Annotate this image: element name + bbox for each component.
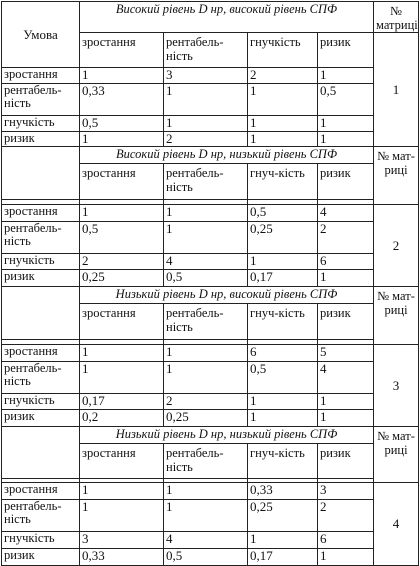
matrix-row bbox=[2, 205, 419, 222]
matrix-value: 0,5 bbox=[248, 362, 318, 394]
block-title-row bbox=[2, 287, 419, 304]
matrix-value: 1 bbox=[318, 410, 374, 427]
matrix-value: 5 bbox=[318, 345, 374, 362]
row-label: рентабель-ність bbox=[2, 362, 80, 394]
column-header: зростання bbox=[80, 444, 164, 479]
matrix-value: 1 bbox=[248, 532, 318, 549]
block-title-row bbox=[2, 2, 419, 33]
matrix-value: 0,5 bbox=[164, 270, 248, 287]
matrix-number-header: № мат-риці bbox=[374, 287, 419, 345]
matrix-row bbox=[2, 116, 419, 132]
column-header: ризик bbox=[318, 33, 374, 68]
matrix-value: 4 bbox=[164, 532, 248, 549]
matrix-value: 1 bbox=[164, 500, 248, 532]
matrix-value: 0,33 bbox=[248, 483, 318, 500]
row-label: ризик bbox=[2, 270, 80, 287]
row-label: гнучкість bbox=[2, 116, 80, 132]
matrix-value: 2 bbox=[318, 500, 374, 532]
column-header: зростання bbox=[80, 33, 164, 68]
matrix-value: 0,25 bbox=[248, 500, 318, 532]
matrix-value: 3 bbox=[164, 68, 248, 84]
column-header: гнуч-кість bbox=[248, 164, 318, 200]
matrix-value: 4 bbox=[318, 205, 374, 222]
row-label: зростання bbox=[2, 205, 80, 222]
column-header: гнучкість bbox=[248, 33, 318, 68]
matrix-value: 0,5 bbox=[80, 116, 164, 132]
row-label: рентабель-ність bbox=[2, 500, 80, 532]
matrix-value: 1 bbox=[248, 394, 318, 410]
row-label: ризик bbox=[2, 132, 80, 147]
block-title: Високий рівень D нр, низький рівень СПФ bbox=[80, 147, 374, 164]
matrix-value: 6 bbox=[318, 532, 374, 549]
row-label: гнучкість bbox=[2, 254, 80, 270]
block-title-row bbox=[2, 427, 419, 444]
matrix-value: 1 bbox=[318, 116, 374, 132]
column-header: гнуч-кість bbox=[248, 444, 318, 479]
matrix-number: 3 bbox=[374, 345, 419, 427]
column-header: рентабель-ність bbox=[164, 444, 248, 479]
matrix-value: 1 bbox=[248, 254, 318, 270]
matrix-value: 1 bbox=[248, 84, 318, 116]
matrix-value: 1 bbox=[80, 500, 164, 532]
matrix-value: 1 bbox=[164, 116, 248, 132]
column-header: рентабель-ність bbox=[164, 33, 248, 68]
matrix-row bbox=[2, 68, 419, 84]
matrix-number: 2 bbox=[374, 205, 419, 287]
column-header: ризик bbox=[318, 444, 374, 479]
matrix-row bbox=[2, 500, 419, 532]
matrix-value: 0,25 bbox=[80, 270, 164, 287]
matrix-value: 1 bbox=[248, 410, 318, 427]
matrix-value: 1 bbox=[318, 132, 374, 147]
column-header: ризик bbox=[318, 164, 374, 200]
matrix-row bbox=[2, 270, 419, 287]
column-header: зростання bbox=[80, 304, 164, 340]
matrix-value: 3 bbox=[318, 483, 374, 500]
matrix-value: 1 bbox=[164, 362, 248, 394]
block-title: Низький рівень D нр, низький рівень СПФ bbox=[80, 427, 374, 444]
matrix-value: 1 bbox=[80, 132, 164, 147]
matrix-value: 1 bbox=[80, 483, 164, 500]
matrix-value: 1 bbox=[80, 345, 164, 362]
matrix-value: 1 bbox=[164, 84, 248, 116]
matrix-value: 0,33 bbox=[80, 549, 164, 566]
matrix-value: 4 bbox=[164, 254, 248, 270]
matrix-value: 6 bbox=[318, 254, 374, 270]
matrix-value: 0,25 bbox=[248, 222, 318, 254]
matrix-value: 1 bbox=[248, 116, 318, 132]
matrix-value: 1 bbox=[248, 132, 318, 147]
comparison-matrices-table bbox=[1, 1, 419, 566]
matrix-row bbox=[2, 549, 419, 566]
matrix-value: 1 bbox=[80, 68, 164, 84]
empty-cell bbox=[2, 427, 80, 479]
matrix-number-header: № мат-риці bbox=[374, 147, 419, 205]
matrix-value: 0,33 bbox=[80, 84, 164, 116]
block-title: Високий рівень D нр, високий рівень СПФ bbox=[80, 2, 374, 33]
matrix-number-header: № матриці bbox=[374, 2, 419, 33]
row-label: рентабель-ність bbox=[2, 84, 80, 116]
matrix-value: 0,17 bbox=[248, 549, 318, 566]
block-title: Низький рівень D нр, високий рівень СПФ bbox=[80, 287, 374, 304]
row-label: зростання bbox=[2, 345, 80, 362]
matrix-value: 2 bbox=[318, 222, 374, 254]
matrix-number-header: № мат-риці bbox=[374, 427, 419, 483]
matrix-value: 1 bbox=[164, 483, 248, 500]
empty-cell bbox=[2, 287, 80, 340]
matrix-row bbox=[2, 254, 419, 270]
matrix-value: 1 bbox=[80, 205, 164, 222]
matrix-value: 6 bbox=[248, 345, 318, 362]
matrix-row bbox=[2, 410, 419, 427]
matrix-value: 2 bbox=[164, 394, 248, 410]
matrix-row bbox=[2, 483, 419, 500]
matrix-number: 4 bbox=[374, 483, 419, 566]
matrix-value: 1 bbox=[164, 222, 248, 254]
matrix-number: 1 bbox=[374, 33, 419, 147]
matrix-row bbox=[2, 132, 419, 147]
matrix-value: 0,5 bbox=[164, 549, 248, 566]
matrix-value: 4 bbox=[318, 362, 374, 394]
matrix-value: 2 bbox=[80, 254, 164, 270]
column-header: рентабель-ність bbox=[164, 304, 248, 340]
matrix-value: 2 bbox=[248, 68, 318, 84]
condition-header: Умова bbox=[2, 2, 80, 68]
empty-cell bbox=[2, 147, 80, 200]
matrix-value: 1 bbox=[80, 362, 164, 394]
row-label: зростання bbox=[2, 483, 80, 500]
matrix-row bbox=[2, 345, 419, 362]
matrix-value: 0,17 bbox=[248, 270, 318, 287]
row-label: рентабель-ність bbox=[2, 222, 80, 254]
row-label: гнучкість bbox=[2, 394, 80, 410]
row-label: зростання bbox=[2, 68, 80, 84]
matrix-row bbox=[2, 394, 419, 410]
matrix-value: 3 bbox=[80, 532, 164, 549]
matrix-value: 0,2 bbox=[80, 410, 164, 427]
matrix-value: 1 bbox=[318, 549, 374, 566]
column-header: рентабель-ність bbox=[164, 164, 248, 200]
matrix-row bbox=[2, 222, 419, 254]
matrix-row bbox=[2, 532, 419, 549]
matrix-value: 2 bbox=[164, 132, 248, 147]
matrix-value: 1 bbox=[318, 270, 374, 287]
matrix-value: 0,5 bbox=[318, 84, 374, 116]
matrix-value: 1 bbox=[164, 205, 248, 222]
column-header: гнуч-кість bbox=[248, 304, 318, 340]
matrix-value: 1 bbox=[318, 394, 374, 410]
row-label: ризик bbox=[2, 410, 80, 427]
matrix-value: 0,5 bbox=[248, 205, 318, 222]
row-label: ризик bbox=[2, 549, 80, 566]
column-header: ризик bbox=[318, 304, 374, 340]
matrix-value: 0,25 bbox=[164, 410, 248, 427]
matrix-value: 0,17 bbox=[80, 394, 164, 410]
block-title-row bbox=[2, 147, 419, 164]
row-label: гнучкість bbox=[2, 532, 80, 549]
matrix-value: 0,5 bbox=[80, 222, 164, 254]
matrix-value: 1 bbox=[164, 345, 248, 362]
matrix-row bbox=[2, 362, 419, 394]
matrix-value: 1 bbox=[318, 68, 374, 84]
column-header: зростання bbox=[80, 164, 164, 200]
matrix-row bbox=[2, 84, 419, 116]
